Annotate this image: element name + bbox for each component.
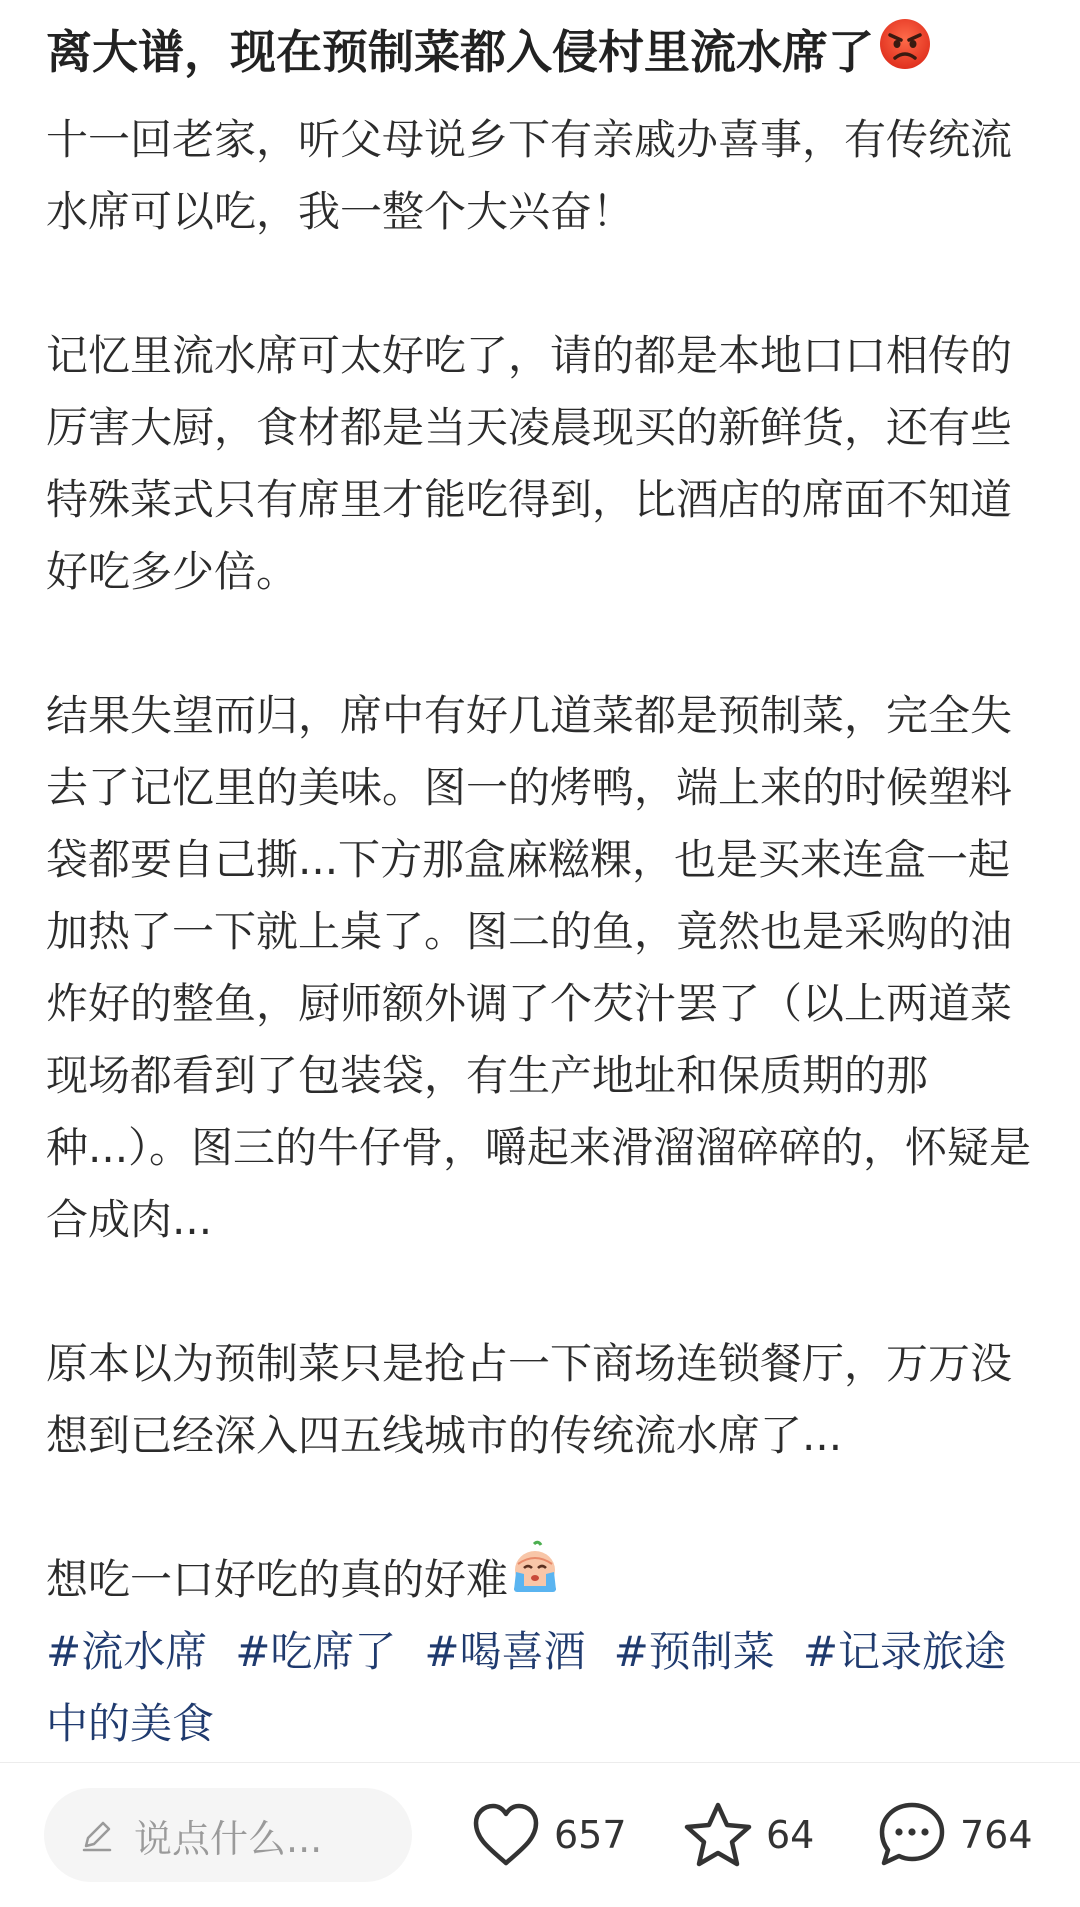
star-icon — [682, 1800, 754, 1870]
comment-input[interactable] — [44, 1788, 412, 1882]
post-body — [46, 104, 1036, 1760]
tag-list — [46, 1616, 1036, 1760]
post-paragraph: 记忆里流水席可太好吃了，请的都是本地口口相传的厉害大厨，食材都是当天凌晨现买的新鲜货，还有些特殊菜式只有席里才能吃得到，比酒店的席面不知道好吃多少倍。 — [46, 331, 1013, 596]
post-paragraph: 原本以为预制菜只是抢占一下商场连锁餐厅，万万没想到已经深入四五线城市的传统流水席了... — [46, 1339, 1013, 1460]
heart-icon — [470, 1801, 542, 1869]
favorite-button[interactable] — [682, 1793, 814, 1877]
post-paragraph-text: 想吃一口好吃的真的好难 — [46, 1555, 509, 1604]
comment-button[interactable] — [876, 1793, 1033, 1877]
post-paragraph-last — [46, 1544, 1036, 1616]
comment-count: 764 — [960, 1813, 1033, 1857]
like-button[interactable] — [470, 1793, 627, 1877]
crying-face-icon — [508, 1540, 562, 1616]
bottom-action-bar — [0, 1763, 1080, 1907]
hashtag-link[interactable]: #吃席了 — [235, 1627, 397, 1676]
hashtag-link[interactable]: #喝喜酒 — [424, 1627, 586, 1676]
hashtag-link[interactable]: #记录旅途中的美食 — [46, 1627, 1007, 1748]
angry-face-icon — [878, 17, 932, 89]
hashtag-link[interactable]: #流水席 — [46, 1627, 208, 1676]
like-count: 657 — [554, 1813, 627, 1857]
pencil-icon — [78, 1816, 116, 1854]
post-paragraph: 结果失望而归，席中有好几道菜都是预制菜，完全失去了记忆里的美味。图一的烤鸭，端上来的时候塑料袋都要自己撕...下方那盒麻糍粿，也是买来连盒一起加热了一下就上桌了。图二的鱼，竟然也是采购的油炸好的整鱼，厨师额外调了个芡汁罢了（以上两道菜现场都看到了包装袋，有生产地址和保质期的那种...）。图三的牛仔骨，嚼起来滑溜溜碎碎的，怀疑是合成肉... — [46, 691, 1032, 1244]
chat-bubble-icon — [876, 1799, 948, 1871]
post-paragraph: 十一回老家，听父母说乡下有亲戚办喜事，有传统流水席可以吃，我一整个大兴奋！ — [46, 115, 1013, 236]
favorite-count: 64 — [766, 1813, 815, 1857]
hashtag-link[interactable]: #预制菜 — [613, 1627, 775, 1676]
post-title-text: 离大谱，现在预制菜都入侵村里流水席了 — [46, 25, 874, 79]
post-title — [46, 18, 1046, 89]
comment-placeholder: 说点什么... — [134, 1816, 323, 1861]
